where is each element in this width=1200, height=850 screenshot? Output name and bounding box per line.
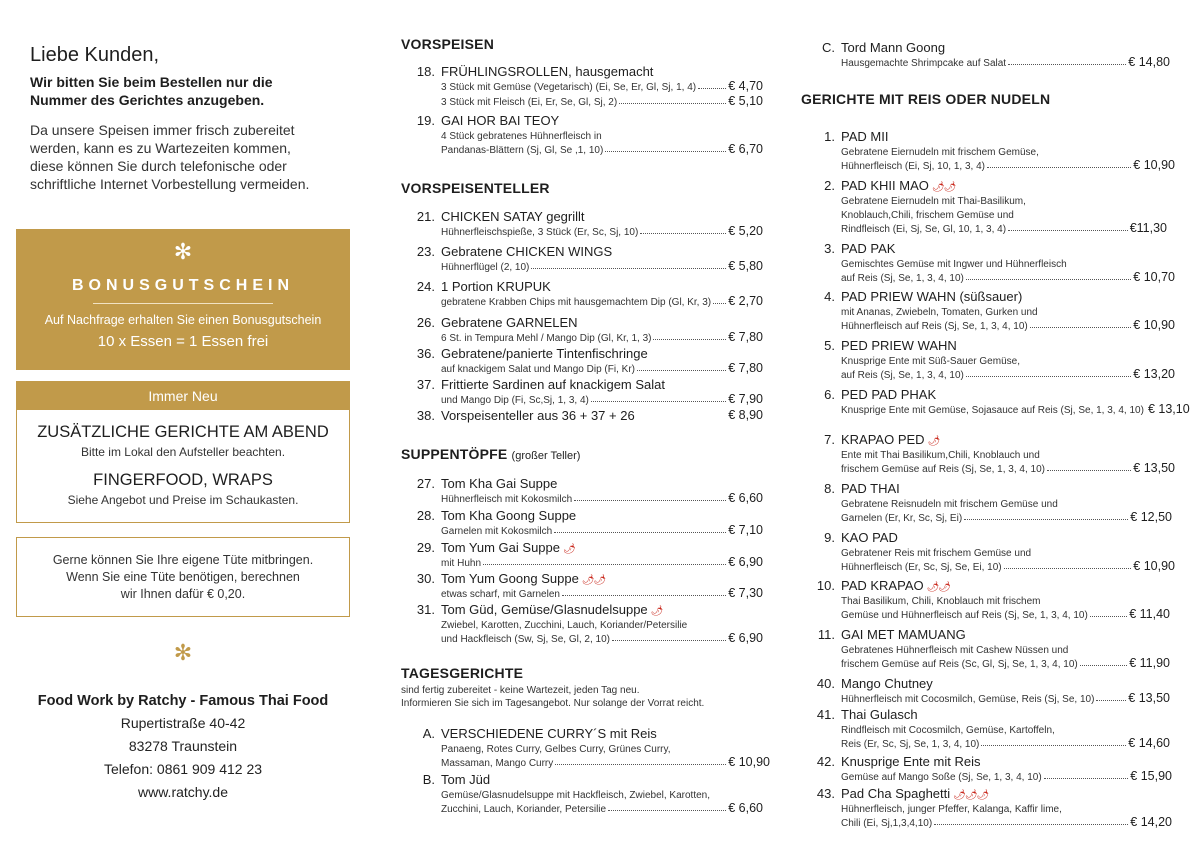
menu-item-price-line [441, 330, 763, 344]
menu-item-price-line [841, 691, 1170, 705]
menu-item-price-line [841, 656, 1170, 670]
chili-icon: 🌶🌶 [581, 575, 606, 586]
menu-item-number: 28. [416, 508, 435, 523]
menu-item-name [841, 40, 945, 55]
dot-leader [1090, 616, 1127, 617]
menu-item-name-text: VERSCHIEDENE CURRY´S mit Reis [441, 726, 657, 741]
menu-item-price: € 6,90 [728, 631, 763, 645]
menu-item-price-line [441, 408, 763, 422]
menu-item-name [841, 338, 957, 353]
menu-item-price-line [441, 142, 763, 156]
dot-leader [1030, 327, 1132, 328]
menu-item-name [441, 279, 551, 294]
dot-leader [966, 279, 1131, 280]
menu-item-number: 5. [824, 338, 835, 353]
menu-item-price-line [441, 586, 763, 600]
menu-item-name [841, 387, 936, 402]
menu-item-number: 4. [824, 289, 835, 304]
menu-item-price-line [841, 402, 1190, 416]
menu-item-name-text: KAO PAD [841, 530, 898, 545]
menu-item-name-text: GAI MET MAMUANG [841, 627, 966, 642]
dot-leader [591, 401, 726, 402]
dot-leader [698, 88, 726, 89]
menu-item-name-text: FRÜHLINGSROLLEN, hausgemacht [441, 64, 654, 79]
menu-item-variant: 6 St. in Tempura Mehl / Mango Dip (Gl, Kr, 1, 3) [441, 333, 652, 344]
menu-item-variant: Pandanas-Blättern (Sj, Gl, Se ,1, 10) [441, 145, 604, 156]
menu-item-price: € 15,90 [1130, 769, 1172, 783]
asterisk-icon: ✻ [173, 239, 193, 264]
menu-item-price: € 10,70 [1133, 270, 1175, 284]
menu-item-number: 18. [416, 64, 435, 79]
section-reis-nudeln: GERICHTE MIT REIS ODER NUDELN [801, 91, 1051, 107]
tagesgerichte-note: sind fertig zubereitet - keine Wartezeit, jeden Tag neu. Informieren Sie sich im Tagesangebot. Nur solange der Vorrat reicht. [401, 685, 705, 709]
menu-item-name-text: GAI HOR BAI TEOY [441, 113, 560, 128]
chili-icon: 🌶 [650, 606, 663, 617]
menu-item-name [841, 178, 955, 193]
menu-item-variant: Hühnerflügel (2, 10) [441, 262, 530, 273]
menu-item-description: 4 Stück gebratenes Hühnerfleisch in [441, 131, 602, 142]
menu-item-name-text: PAD KRAPAO [841, 578, 924, 593]
menu-item-price-line [841, 55, 1170, 69]
menu-item-number: 9. [824, 530, 835, 545]
dot-leader [531, 268, 726, 269]
menu-item-price-line [841, 318, 1175, 332]
menu-item-name [841, 530, 898, 545]
menu-item-variant: Zucchini, Lauch, Koriander, Petersilie [441, 804, 607, 815]
menu-item-variant: Chili (Ei, Sj,1,3,4,10) [841, 818, 933, 829]
chili-icon: 🌶🌶🌶 [953, 790, 989, 801]
menu-item-variant: Garnelen (Er, Kr, Sc, Sj, Ei) [841, 513, 963, 524]
menu-item-price-line [441, 361, 763, 375]
dot-leader [1004, 568, 1132, 569]
menu-item-price-line [841, 158, 1175, 172]
section-suppentoepfe-sub: (großer Teller) [511, 450, 581, 462]
menu-item-price: € 7,30 [728, 586, 763, 600]
dot-leader [1044, 778, 1129, 779]
menu-item-number: 26. [416, 315, 435, 330]
menu-item-price: € 7,80 [728, 361, 763, 375]
address-street: Rupertistraße 40-42 [120, 715, 246, 731]
dot-leader [443, 417, 726, 418]
menu-item-price-line [441, 555, 763, 569]
menu-item-variant: Hühnerfleisch mit Cocosmilch, Gemüse, Reis (Sj, Se, 10) [841, 694, 1095, 705]
menu-item-price: € 7,80 [728, 330, 763, 344]
menu-item-variant: Hühnerfleisch mit Kokosmilch [441, 494, 573, 505]
menu-item-name-text: Mango Chutney [841, 676, 933, 691]
menu-item-number: 23. [416, 244, 435, 259]
menu-item-description: Knusprige Ente mit Süß-Sauer Gemüse, [841, 356, 1020, 367]
menu-item-name-text: PAD PAK [841, 241, 896, 256]
menu-item-description: mit Ananas, Zwiebeln, Tomaten, Gurken und [841, 307, 1038, 318]
menu-item-price: € 7,10 [728, 523, 763, 537]
phone-number: Telefon: 0861 909 412 23 [103, 761, 263, 777]
menu-item-description: Ente mit Thai Basilikum,Chili, Knoblauch und [841, 450, 1040, 461]
menu-item-name [841, 754, 980, 769]
menu-item-price-line [441, 392, 763, 406]
menu-item-name [441, 726, 657, 741]
menu-item-price: € 13,10 [1147, 402, 1190, 416]
menu-item-name-text: Tom Güd, Gemüse/Glasnudelsuppe [441, 602, 648, 617]
menu-item-variant: Gemüse und Hühnerfleisch auf Reis (Sj, Se, 1, 3, 4, 10) [841, 610, 1088, 621]
dot-leader [1096, 700, 1126, 701]
dot-leader [1047, 470, 1131, 471]
menu-item-name [441, 772, 490, 787]
dot-leader [554, 532, 726, 533]
menu-item-price: € 5,10 [728, 94, 763, 108]
menu-item-price: € 7,90 [728, 392, 763, 406]
menu-item-number: 30. [416, 571, 435, 586]
menu-item-price-line [841, 367, 1175, 381]
menu-item-description: Hühnerfleisch, junger Pfeffer, Kalanga, Kaffir lime, [841, 804, 1062, 815]
dot-leader [562, 595, 726, 596]
section-vorspeisen: VORSPEISEN [401, 36, 495, 52]
menu-item-variant: frischem Gemüse auf Reis (Sj, Se, 1, 3, 4, 10) [841, 464, 1045, 475]
menu-item-name-text: Vorspeisenteller aus 36 + 37 + 26 [441, 408, 635, 423]
menu-item-name [441, 476, 557, 491]
menu-item-name-text: Knusprige Ente mit Reis [841, 754, 981, 769]
dot-leader [987, 167, 1131, 168]
dot-leader [574, 500, 726, 501]
menu-item-variant: Massaman, Mango Curry [441, 758, 554, 769]
menu-item-name [441, 377, 665, 392]
menu-item-number: 7. [824, 432, 835, 447]
section-suppentoepfe-title: SUPPENTÖPFE [401, 446, 508, 462]
immer-neu-header: Immer Neu [17, 382, 349, 410]
dot-leader [483, 564, 726, 565]
menu-item-name [841, 627, 966, 642]
menu-item-price: € 14,20 [1130, 815, 1172, 829]
menu-item-number: 1. [824, 129, 835, 144]
dot-leader [640, 233, 726, 234]
menu-item-description: Gebratenes Hühnerfleisch mit Cashew Nüssen und [841, 645, 1069, 656]
menu-item-number: 37. [416, 377, 435, 392]
menu-item-variant: mit Huhn [441, 558, 482, 569]
menu-item-name [841, 786, 988, 801]
menu-item-price: € 13,50 [1128, 691, 1170, 705]
fingerfood-note: Siehe Angebot und Preise im Schaukasten. [67, 493, 299, 507]
menu-item-price: € 6,60 [728, 491, 763, 505]
menu-item-name [441, 540, 575, 555]
bonus-title: BONUSGUTSCHEIN [71, 277, 294, 294]
menu-item-name-text: 1 Portion KRUPUK [441, 279, 551, 294]
menu-item-price-line [441, 523, 763, 537]
menu-item-number: 6. [824, 387, 835, 402]
menu-item-price: € 10,90 [728, 755, 770, 769]
menu-item-number: 29. [416, 540, 435, 555]
dot-leader [1008, 230, 1128, 231]
menu-item-name-text: PAD PRIEW WAHN (süßsauer) [841, 289, 1023, 304]
dot-leader [1008, 64, 1126, 65]
dot-leader [934, 824, 1128, 825]
section-tagesgerichte: TAGESGERICHTE [401, 665, 524, 681]
menu-item-name [841, 241, 895, 256]
menu-item-description: Gebratene Reisnudeln mit frischem Gemüse und [841, 499, 1058, 510]
bonus-subtitle: Auf Nachfrage erhalten Sie einen Bonusgutschein [44, 313, 322, 327]
menu-item-name-text: Tom Kha Gai Suppe [441, 476, 558, 491]
dot-leader [619, 103, 726, 104]
menu-item-name [841, 578, 950, 593]
menu-item-number: 27. [416, 476, 435, 491]
menu-item-price: € 4,70 [728, 79, 763, 93]
menu-item-name [841, 481, 900, 496]
menu-item-price-line [841, 607, 1170, 621]
website-link[interactable]: www.ratchy.de [138, 784, 228, 800]
greeting-text: Da unsere Speisen immer frisch zubereitet werden, kann es zu Wartezeiten kommen, diese können Sie durch telefonische oder schriftliche Internet Vorbestellung vermeiden. [30, 122, 310, 192]
dot-leader [637, 370, 726, 371]
menu-item-variant: Gemüse auf Mango Soße (Sj, Se, 1, 3, 4, 10) [841, 772, 1042, 783]
menu-item-price: € 11,90 [1129, 656, 1170, 670]
menu-item-number: 21. [416, 209, 435, 224]
dot-leader [612, 640, 726, 641]
dot-leader [653, 339, 726, 340]
menu-item-price: € 10,90 [1133, 318, 1175, 332]
bag-notice: Gerne können Sie Ihre eigene Tüte mitbringen. Wenn Sie eine Tüte benötigen, berechnen wir Ihnen dafür € 0,20. [16, 537, 350, 617]
menu-item-number: B. [422, 772, 435, 787]
menu-item-number: 2. [824, 178, 835, 193]
chili-icon: 🌶 [927, 436, 940, 447]
menu-item-description: Gemischtes Gemüse mit Ingwer und Hühnerfleisch [841, 259, 1067, 270]
menu-item-price: € 6,90 [728, 555, 763, 569]
menu-item-variant: 3 Stück mit Fleisch (Ei, Er, Se, Gl, Sj, 2) [441, 97, 618, 108]
menu-item-name-text: PAD THAI [841, 481, 900, 496]
menu-item-description: Knoblauch,Chili, frischem Gemüse und [841, 210, 1014, 221]
address-city: 83278 Traunstein [128, 738, 238, 754]
menu-item-variant: gebratene Krabben Chips mit hausgemachtem Dip (Gl, Kr, 3) [441, 297, 712, 308]
menu-item-variant: frischem Gemüse auf Reis (Sc, Gl, Sj, Se, 1, 3, 4, 10) [841, 659, 1078, 670]
menu-item-number: 36. [416, 346, 435, 361]
dot-leader [608, 810, 726, 811]
menu-item-price-line [441, 755, 770, 769]
menu-item-price: € 14,80 [1128, 55, 1170, 69]
asterisk-icon: ✻ [173, 640, 193, 665]
menu-item-price-line [841, 510, 1172, 524]
restaurant-name: Food Work by Ratchy - Famous Thai Food [37, 693, 329, 709]
menu-item-price: € 14,60 [1128, 736, 1170, 750]
menu-item-name-text: Pad Cha Spaghetti [841, 786, 951, 801]
menu-item-name-text: PED PRIEW WAHN [841, 338, 957, 353]
menu-item-variant: Hühnerfleisch auf Reis (Sj, Se, 1, 3, 4, 10) [841, 321, 1028, 332]
evening-dishes-note: Bitte im Lokal den Aufsteller beachten. [80, 445, 286, 459]
menu-item-name-text: Tord Mann Goong [841, 40, 946, 55]
menu-item-description: Gebratene Eiernudeln mit frischem Gemüse, [841, 147, 1039, 158]
menu-item-name-text: Tom Kha Goong Suppe [441, 508, 577, 523]
chili-icon: 🌶 [563, 544, 575, 555]
menu-item-description: Panaeng, Rotes Curry, Gelbes Curry, Grünes Curry, [441, 744, 671, 755]
menu-item-number: 43. [816, 786, 835, 801]
menu-item-name [441, 113, 559, 128]
menu-item-description: Gebratener Reis mit frischem Gemüse und [841, 548, 1032, 559]
menu-item-variant: 3 Stück mit Gemüse (Vegetarisch) (Ei, Se, Er, Gl, Sj, 1, 4) [441, 82, 697, 93]
fingerfood-title: FINGERFOOD, WRAPS [93, 471, 273, 489]
menu-item-description: Thai Basilikum, Chili, Knoblauch mit frischem [841, 596, 1041, 607]
menu-item-price: € 13,50 [1133, 461, 1175, 475]
menu-item-price: € 11,40 [1129, 607, 1170, 621]
menu-item-variant: Hühnerfleischspieße, 3 Stück (Er, Sc, Sj, 10) [441, 227, 639, 238]
menu-item-name-text: Gebratene/panierte Tintenfischringe [441, 346, 648, 361]
menu-item-name-text: Thai Gulasch [841, 707, 918, 722]
menu-item-price-line [441, 631, 763, 645]
menu-item-price: € 10,90 [1133, 158, 1175, 172]
menu-item-price: € 10,90 [1133, 559, 1175, 573]
menu-item-price-line [441, 259, 763, 273]
menu-item-name [441, 209, 585, 224]
menu-item-price-line [841, 736, 1170, 750]
menu-item-description: Zwiebel, Karotten, Zucchini, Lauch, Koriander/Petersilie [441, 620, 688, 631]
section-suppentoepfe [401, 446, 580, 462]
menu-item-name-text: Gebratene CHICKEN WINGS [441, 244, 613, 259]
menu-item-price: € 2,70 [728, 294, 763, 308]
greeting-title: Liebe Kunden, [30, 44, 160, 66]
menu-item-name-text: CHICKEN SATAY gegrillt [441, 209, 585, 224]
menu-item-name [441, 571, 605, 586]
bonus-offer: 10 x Essen = 1 Essen frei [97, 333, 269, 350]
menu-item-price: € 12,50 [1130, 510, 1172, 524]
menu-item-variant: auf knackigem Salat und Mango Dip (Fi, Kr) [441, 364, 635, 375]
menu-item-price: €11,30 [1129, 221, 1167, 235]
bonus-divider [93, 303, 273, 304]
menu-item-price-line [441, 224, 763, 238]
dot-leader [605, 151, 726, 152]
menu-item-variant: auf Reis (Sj, Se, 1, 3, 4, 10) [841, 273, 964, 284]
menu-item-number: 31. [416, 602, 435, 617]
menu-item-number: 38. [416, 408, 435, 423]
menu-item-name-text: Gebratene GARNELEN [441, 315, 578, 330]
dot-leader [555, 764, 726, 765]
menu-item-name-text: Tom Yum Gai Suppe [441, 540, 560, 555]
section-vorspeisenteller: VORSPEISENTELLER [401, 180, 550, 196]
menu-item-number: C. [822, 40, 835, 55]
menu-item-price: € 8,90 [728, 408, 763, 422]
menu-item-name [441, 64, 653, 79]
menu-item-price-line [841, 461, 1175, 475]
chili-icon: 🌶🌶 [931, 182, 956, 193]
menu-item-variant: Knusprige Ente mit Gemüse, Sojasauce auf Reis (Sj, Se, 1, 3, 4, 10) [841, 405, 1144, 416]
chili-icon: 🌶🌶 [926, 582, 950, 593]
menu-item-name [441, 346, 648, 361]
menu-item-variant: und Mango Dip (Fi, Sc,Sj, 1, 3, 4) [441, 395, 589, 406]
menu-item-number: 40. [816, 676, 835, 691]
menu-item-variant: Hausgemachte Shrimpcake auf Salat [841, 58, 1007, 69]
menu-item-description: Gebratene Eiernudeln mit Thai-Basilikum, [841, 196, 1026, 207]
menu-item-price-line [441, 79, 763, 93]
menu-item-name-text: Tom Jüd [441, 772, 491, 787]
menu-item-price-line [441, 801, 763, 815]
contact-block [16, 693, 350, 801]
dot-leader [964, 519, 1128, 520]
menu-item-price: € 5,20 [728, 224, 763, 238]
menu-item-name [441, 508, 576, 523]
menu-item-price-line [441, 491, 763, 505]
menu-item-name [441, 244, 612, 259]
menu-item-name-text: Tom Yum Goong Suppe [441, 571, 579, 586]
menu-item-price-line [841, 769, 1172, 783]
dot-leader [713, 303, 726, 304]
dot-leader [966, 376, 1131, 377]
menu-item-variant: Reis (Er, Sc, Sj, Se, 1, 3, 4, 10) [841, 739, 980, 750]
dot-leader [981, 745, 1126, 746]
menu-item-variant: Hühnerfleisch (Er, Sc, Sj, Se, Ei, 10) [841, 562, 1002, 573]
menu-item-description: Gemüse/Glasnudelsuppe mit Hackfleisch, Zwiebel, Karotten, [441, 790, 711, 801]
menu-item-number: 8. [824, 481, 835, 496]
menu-item-number: A. [422, 726, 435, 741]
menu-item-name [441, 602, 662, 617]
menu-item-variant: auf Reis (Sj, Se, 1, 3, 4, 10) [841, 370, 964, 381]
evening-dishes-title: ZUSÄTZLICHE GERICHTE AM ABEND [37, 423, 329, 441]
menu-item-name [841, 289, 1022, 304]
menu-item-variant: etwas scharf, mit Garnelen [441, 589, 560, 600]
menu-item-number: 11. [817, 627, 835, 642]
menu-item-variant: Garnelen mit Kokosmilch [441, 526, 553, 537]
menu-item-number: 10. [816, 578, 835, 593]
menu-item-price-line [441, 94, 763, 108]
menu-item-price: € 6,70 [728, 142, 763, 156]
menu-item-number: 42. [816, 754, 835, 769]
menu-item-price-line [841, 221, 1167, 235]
menu-item-price: € 13,20 [1133, 367, 1175, 381]
menu-item-name [841, 707, 918, 722]
menu-item-price: € 5,80 [728, 259, 763, 273]
menu-item-name-text: PAD MII [841, 129, 889, 144]
bonus-voucher-box [16, 229, 350, 370]
menu-item-name [841, 676, 933, 691]
menu-item-variant: Rindfleisch (Ei, Sj, Se, Gl, 10, 1, 3, 4) [841, 224, 1007, 235]
menu-item-price-line [841, 815, 1172, 829]
menu-item-name-text: KRAPAO PED [841, 432, 925, 447]
menu-item-number: 41. [816, 707, 835, 722]
greeting-block [16, 44, 350, 193]
menu-item-number: 24. [416, 279, 435, 294]
menu-item-description: Rindfleisch mit Cocosmilch, Gemüse, Kartoffeln, [841, 725, 1055, 736]
immer-neu-box [16, 381, 350, 523]
menu-item-price-line [841, 270, 1175, 284]
menu-item-name-text: PAD KHII MAO [841, 178, 929, 193]
menu-item-name-text: Frittierte Sardinen auf knackigem Salat [441, 377, 665, 392]
menu-item-variant: Hühnerfleisch (Ei, Sj, 10, 1, 3, 4) [841, 161, 985, 172]
menu-item-price: € 6,60 [728, 801, 763, 815]
menu-item-number: 19. [416, 113, 435, 128]
menu-item-number: 3. [824, 241, 835, 256]
menu-item-name [441, 315, 578, 330]
menu-item-name-text: PED PAD PHAK [841, 387, 937, 402]
menu-item-name [841, 129, 888, 144]
menu-item-name [841, 432, 939, 447]
greeting-instruction: Wir bitten Sie beim Bestellen nur die Nummer des Gerichtes anzugeben. [30, 74, 273, 108]
menu-item-variant: und Hackfleisch (Sw, Sj, Se, Gl, 2, 10) [441, 634, 610, 645]
dot-leader [1080, 665, 1127, 666]
menu-item-price-line [841, 559, 1175, 573]
menu-item-price-line [441, 294, 763, 308]
